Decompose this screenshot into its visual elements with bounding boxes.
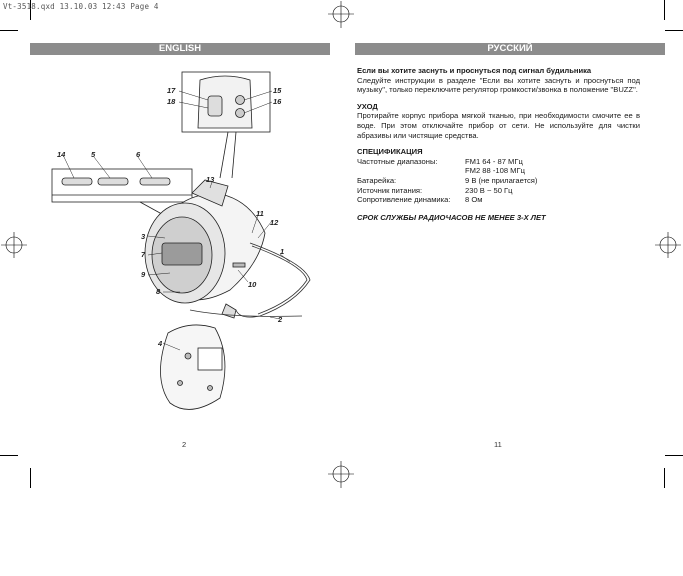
section-header-english: ENGLISH (30, 43, 330, 55)
callout-5: 5 (91, 150, 96, 159)
spec-row (357, 157, 640, 167)
callout-2: 2 (278, 315, 283, 324)
service-life-note: СРОК СЛУЖБЫ РАДИОЧАСОВ НЕ МЕНЕЕ 3-Х ЛЕТ (357, 212, 546, 222)
spec-row (357, 176, 640, 186)
section-header-russian: РУССКИЙ (355, 43, 665, 55)
callout-16: 16 (273, 97, 282, 106)
product-diagram (40, 58, 330, 428)
registration-mark-left (1, 232, 27, 258)
callout-8: 8 (156, 287, 161, 296)
russian-text-column (357, 66, 640, 222)
spec-label: Батарейка: (357, 175, 397, 185)
spec-value: 9 В (не прилагается) (465, 175, 538, 185)
care-section-title: УХОД (357, 101, 378, 111)
callout-9: 9 (141, 270, 146, 279)
spec-row (357, 166, 640, 176)
spec-label: Сопротивление динамика: (357, 195, 451, 205)
registration-mark-top (328, 1, 354, 28)
callout-10: 10 (248, 280, 257, 289)
callout-15: 15 (273, 86, 282, 95)
spec-value: 8 Ом (465, 195, 483, 205)
callout-17: 17 (167, 86, 176, 95)
callout-18: 18 (167, 97, 176, 106)
file-header: Vt-3518.qxd 13.10.03 12:43 Page 4 (3, 2, 159, 11)
spec-label: Источник питания: (357, 185, 423, 195)
callout-14: 14 (57, 150, 66, 159)
alarm-section-title: Если вы хотите заснуть и проснуться под сигнал будильника (357, 66, 592, 75)
battery-compartment-view (160, 325, 224, 409)
spec-value: 230 В ~ 50 Гц (465, 185, 513, 195)
top-controls-inset (182, 72, 270, 178)
care-section-text: Протирайте корпус прибора мягкой тканью, при необходимости смочите ее в воде. При этом отключайте прибор от сети. Не используйте для чистки абразивы или чистящие средства. (357, 111, 640, 140)
callout-6: 6 (136, 150, 141, 159)
callout-4: 4 (158, 339, 163, 348)
alarm-section-text: Следуйте инструкции в разделе "Если вы хотите заснуть и проснуться под музыку", только переключите регулятор громкости/звонка в положение "BUZZ". (357, 75, 640, 95)
callout-1: 1 (280, 247, 285, 256)
callout-3: 3 (141, 232, 146, 241)
registration-mark-bottom (328, 461, 354, 488)
callout-7: 7 (141, 250, 146, 259)
callout-12: 12 (270, 218, 279, 227)
spec-section-title: СПЕЦИФИКАЦИЯ (357, 147, 423, 157)
callout-11: 11 (256, 209, 264, 218)
spec-value: FM2 88 -108 МГц (465, 166, 525, 176)
spec-label: Частотные диапазоны: (357, 156, 438, 166)
page-number-right: 11 (494, 440, 502, 449)
spec-value: FM1 64 - 87 МГц (465, 156, 523, 166)
spec-label (357, 166, 465, 176)
registration-mark-right (655, 232, 681, 258)
spec-row (357, 186, 640, 196)
page-number-left: 2 (182, 440, 187, 449)
spec-table (357, 157, 640, 205)
callout-13: 13 (206, 175, 215, 184)
spec-row (357, 195, 640, 205)
